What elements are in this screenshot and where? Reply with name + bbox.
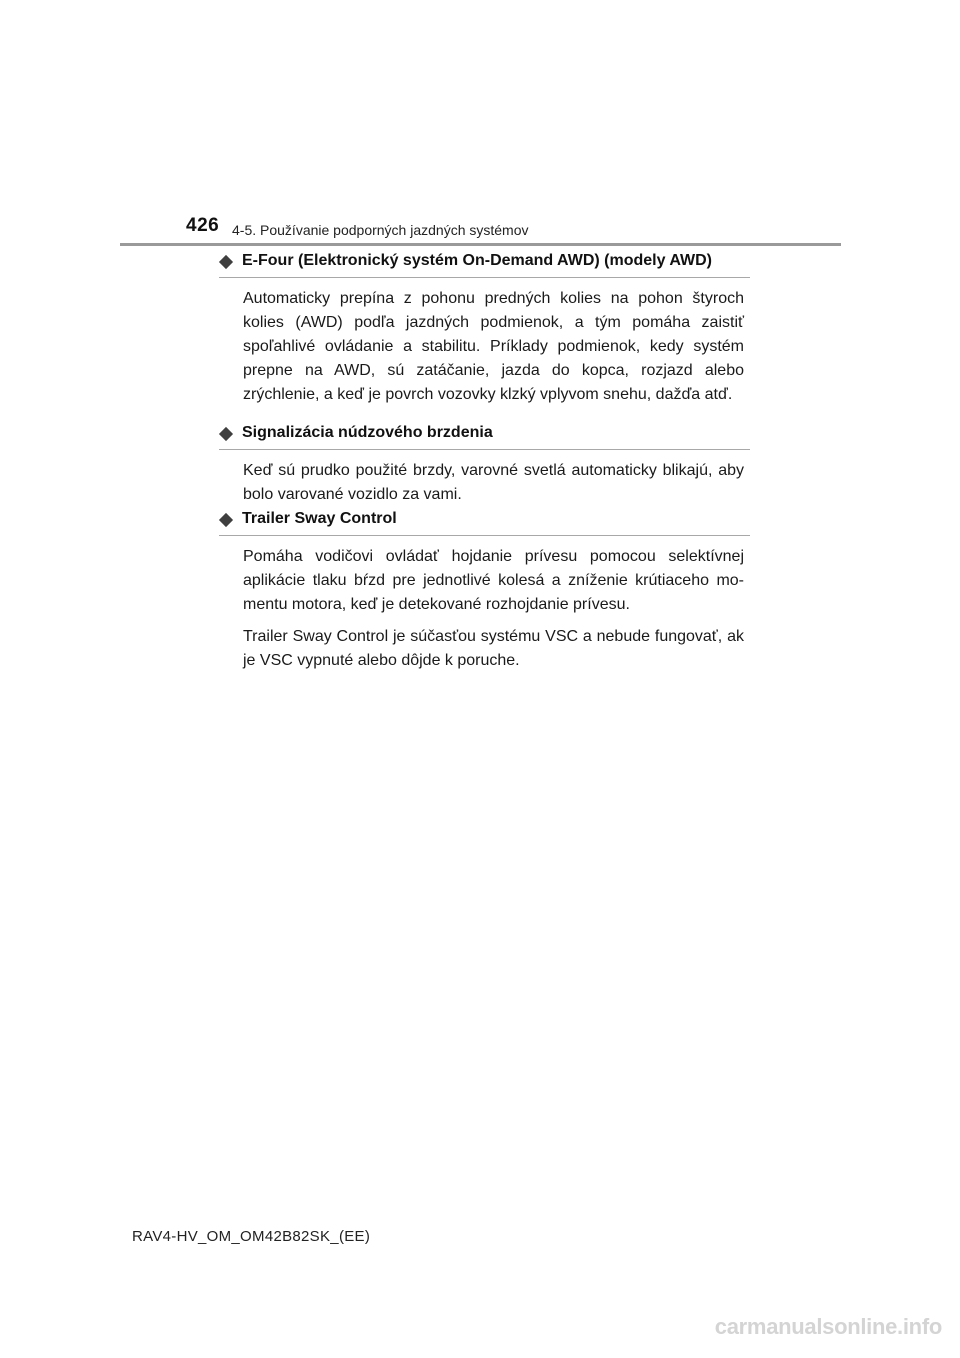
section-heading <box>219 252 750 278</box>
page-number: 426 <box>186 215 220 236</box>
section-trailer-sway-control <box>219 510 750 673</box>
section-e-four <box>219 252 750 407</box>
chapter-title: 4-5. Používanie podporných jazdných systémov <box>232 222 529 238</box>
section-paragraph: Keď sú prudko použité brzdy, varovné svetlá automaticky blikajú, aby bolo varované vozidlo za vami. <box>243 462 744 503</box>
diamond-bullet-icon <box>219 427 233 441</box>
watermark-link[interactable]: carmanualsonline.info <box>714 1314 942 1339</box>
footer-document-code: RAV4-HV_OM_OM42B82SK_(EE) <box>132 1228 371 1245</box>
section-heading <box>219 510 750 536</box>
section-heading-text: Trailer Sway Control <box>242 510 397 527</box>
section-heading-text: E-Four (Elektronický systém On-Demand AWD) (modely AWD) <box>242 252 712 269</box>
section-emergency-brake-signal <box>219 424 750 507</box>
diamond-bullet-icon <box>219 513 233 527</box>
section-paragraph: Automaticky prepína z pohonu predných kolies na pohon štyroch kolies (AWD) podľa jazdných podmienok, a tým pomáha zaistiť spoľahlivé ovládanie a stabilitu. Príklady podmienok, kedy systém prepne na AWD, sú zatáčanie, jazda do kopca, rozjazd alebo zrýchlenie, a keď je povrch vozovky klzký vplyvom snehu, dažďa atď. <box>243 290 744 403</box>
section-heading-text: Signalizácia núdzového brzdenia <box>242 424 493 441</box>
header-rule <box>120 243 841 246</box>
diamond-bullet-icon <box>219 255 233 269</box>
section-heading <box>219 424 750 450</box>
section-paragraph: Pomáha vodičovi ovládať hojdanie prívesu pomocou selektívnej aplikácie tlaku bŕzd pre jednotlivé kolesá a zníženie krútiaceho mo-mentu motora, keď je detekované rozhojdanie prívesu. <box>243 548 744 613</box>
section-paragraph: Trailer Sway Control je súčasťou systému VSC a nebude fungovať, ak je VSC vypnuté alebo dôjde k poruche. <box>243 628 744 669</box>
